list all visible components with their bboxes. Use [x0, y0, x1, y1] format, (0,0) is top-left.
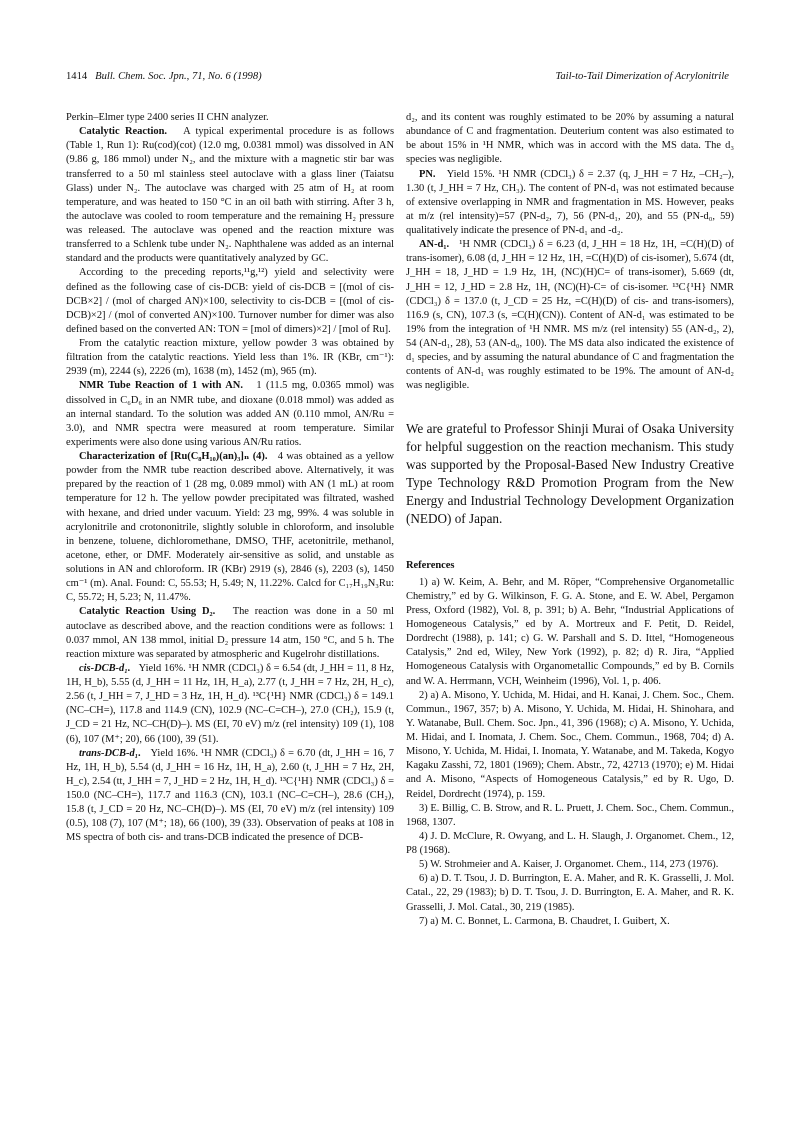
reference-item: 6) a) D. T. Tsou, J. D. Burrington, E. A. Maher, and R. K. Grasselli, J. Mol. Catal., 22, 29 (1983); b) D. T. Tsou, J. D. Burrington, E. A. Maher, and R. K. Grasselli, J. Mol. Catal., 30, 219 (1985). [406, 873, 734, 913]
section-heading: AN-d₁. [419, 239, 450, 251]
running-title: Tail-to-Tail Dimerization of Acrylonitrile [555, 71, 729, 82]
paragraph [66, 379, 394, 450]
paragraph [66, 747, 394, 846]
paragraph-text: Yield 16%. ¹H NMR (CDCl₃) δ = 6.54 (dt, J_HH = 11, 8 Hz, 1H, H_b), 5.55 (d, J_HH = 11 Hz, 1H, H_a), 2.77 (t, J_HH = 7 Hz, 2H, H_c), 2.56 (t, J_HH = 7, J_HD = 3 Hz, 1H, H_d). ¹³C{¹H} NMR (CDCl₃) δ = 149.1 (NC–CH=), 117.8 and 114.9 (CN), 102.9 (NC–C=CH–), 27.0 (CH₂), 15.9 (t, J_CD = 21 Hz, NC–CH(D)–). MS (EI, 70 eV) m/z (rel intensity) 109 (1), 108 (6), 107 (M⁺; 20), 66 (100), 39 (51). [66, 662, 394, 745]
paragraph: Perkin–Elmer type 2400 series II CHN analyzer. [66, 112, 269, 123]
section-heading: Catalytic Reaction. [79, 126, 167, 138]
section-heading: trans-DCB-d₁. [79, 747, 141, 759]
paragraph: d₂, and its content was roughly estimated to be 20% by assuming a natural abundance of C and fragmentation. Deuterium content was also estimated to be about 15% in ¹H NMR, which was in accord with the MS data. The d₃ species was negligible. [406, 112, 734, 166]
paragraph-text: A typical experimental procedure is as follows (Table 1, Run 1): Ru(cod)(cot) (12.0 mg, 0.0381 mmol) was dissolved in AN (9.86 g, 186 mmol) under N₂, and the mixture with a magnetic stir bar was transferred to a 50 ml stainless steel autoclave with a glass liner (Taiatsu Glass) under N₂. The autoclave was charged with 25 atm of H₂ at room temperature, and was heated to 150 °C in an oil bath with stirring. After 3 h, the autoclave was cooled to room temperature and the remaining H₂ pressure was released. The autoclave was opened and the reaction mixture was transferred to a Schlenk tube under N₂. Naphthalene was added as an internal standard and the products were quantitatively analyzed by GC. [66, 126, 395, 265]
reference-item: 2) a) A. Misono, Y. Uchida, M. Hidai, and H. Kanai, J. Chem. Soc., Chem. Commun., 1967, 357; b) A. Misono, Y. Uchida, M. Hidai, H. Shinohara, and Y. Watanabe, Bull. Chem. Soc. Jpn., 41, 396 (1968); c) A. Misono, Y. Uchida, M. Hidai, and I. Inomata, J. Chem. Soc., Chem. Commun., 1968, 704; d) A. Misono, Y. Uchida, M. Hidai, I. Inomata, Y. Watanabe, and M. Takeda, Kogyo Kagaku Zasshi, 72, 1801 (1969); Chem. Abstr., 72, 42713 (1970); e) M. Hidai and A. Misono, “Aspects of Homogeneous Catalysis,” ed by R. Ugo, D. Reidel, Dordrecht (1974), p. 159. [406, 689, 734, 800]
page-number: 1414 [66, 71, 88, 82]
paragraph-text: Yield 16%. ¹H NMR (CDCl₃) δ = 6.70 (dt, J_HH = 16, 7 Hz, 1H, H_b), 5.54 (d, J_HH = 16 Hz, 1H, H_a), 2.60 (t, J_HH = 7 Hz, 2H, H_c), 2.54 (tt, J_HH = 7, J_HD = 2 Hz, 1H, H_d). ¹³C{¹H} NMR (CDCl₃) δ = 150.0 (NC–CH=), 117.7 and 116.3 (CN), 103.1 (NC–C=CH–), 28.6 (CH₂), 15.8 (t, J_CD = 20 Hz, NC–CH(D)–). MS (EI, 70 eV) m/z (rel intensity) 109 (0.5), 108 (7), 107 (M⁺; 18), 66 (100), 39 (33). Observation of peaks at 108 in MS spectra of both cis- and trans-DCB indicated the presence of DCB- [66, 747, 394, 844]
paragraph-text: 4 was obtained as a yellow powder from the NMR tube reaction described above. Alternatively, it was prepared by the reaction of 1 (28 mg, 0.089 mmol) with AN (1 mL) at room temperature for 12 h. The yellow powder precipitated was filtrated, washed with hexane, and dried under vacuum. Yield: 23 mg, 99%. 4 was soluble in acrylonitrile and crotononitrile, slightly soluble in chloroform, and insoluble in benzene, toluene, dichloromethane, DMSO, THF, acetonitrile, methanol, acetone, ether, or DMF. Moderately air-sensitive as solid, and unstable as solutions in AN and chloroform. IR (KBr) 2919 (s), 2846 (s), 2203 (s), 1450 cm⁻¹ (m). Anal. Found: C, 55.53; H, 5.49; N, 11.22%. Calcd for C₁₇H₁₉N₃Ru: C, 55.72; H, 5.23; N, 11.47%. [66, 451, 394, 604]
paragraph [66, 450, 394, 605]
paragraph [406, 168, 734, 239]
paragraph-text: 1 (11.5 mg, 0.0365 mmol) was dissolved in C₆D₆ in an NMR tube, and dioxane (0.018 mmol) was added as an internal standard. To the solution was added AN (0.110 mmol, AN/Ru = 3.0), and NMR spectra were measured at room temperature. Similar experiments were also done using various AN/Ru ratios. [66, 380, 394, 448]
paragraph-text: ¹H NMR (CDCl₃) δ = 6.23 (d, J_HH = 18 Hz, 1H, =C(H)(D) of trans-isomer), 6.08 (d, J_HH = 12 Hz, 1H, =C(H)(D) of cis-isomer), 5.674 (dt, J_HH = 18, J_HD = 1.9 Hz, 1H, (NC)(H)C= of trans-isomer), 5.669 (dt, J_HH = 12, J_HD = 2.8 Hz, 1H, (NC)(H)-C= of cis-isomer. ¹³C{¹H} NMR (CDCl₃) δ = 137.0 (t, J_CD = 25 Hz, =C(H)(D) of cis- and trans-isomers), 116.9 (s, CN), 107.3 (s, =C(H)(CN)). Content of AN-d₁ was estimated to be 19% from the integration of ¹H NMR. MS m/z (rel intensity) 55 (AN-d₂, 2), 54 (AN-d₁, 28), 53 (AN-d₀, 100). The MS data also indicated the existence of d₁ species, and by assuming the natural abundance of C and fragmentation the contents of AN-d₁ was roughly estimated to be 19%. The amount of AN-d₂ was negligible. [406, 239, 735, 392]
section-heading: Catalytic Reaction Using D₂. [79, 606, 216, 618]
paragraph [66, 662, 394, 747]
paragraph: From the catalytic reaction mixture, yellow powder 3 was obtained by filtration from the catalytic reactions. Yield less than 1%. IR (KBr, cm⁻¹): 2939 (m), 2244 (s), 2226 (m), 1638 (m), 1452 (m), 965 (m). [66, 338, 394, 378]
reference-item: 4) J. D. McClure, R. Owyang, and L. H. Slaugh, J. Organomet. Chem., 12, P8 (1968). [406, 830, 734, 856]
paragraph [66, 125, 394, 266]
reference-item: 3) E. Billig, C. B. Strow, and R. L. Pruett, J. Chem. Soc., Chem. Commun., 1968, 1307. [406, 802, 734, 828]
paragraph [66, 605, 394, 662]
section-heading: NMR Tube Reaction of 1 with AN. [79, 380, 243, 392]
acknowledgment: We are grateful to Professor Shinji Murai of Osaka University for helpful suggestion on the reaction mechanism. This study was supported by the Proposal-Based New Industry Creative Type Technology R&D Promotion Program from the New Energy and Industrial Technology Development Organization (NEDO) of Japan. [406, 420, 734, 526]
section-heading: PN. [419, 168, 436, 180]
journal-citation: Bull. Chem. Soc. Jpn., 71, No. 6 (1998) [95, 71, 262, 82]
references-heading: References [406, 559, 455, 571]
running-header [66, 71, 729, 87]
paragraph: According to the preceding reports,¹¹g,¹²) yield and selectivity were defined as the following case of cis-DCB: yield of cis-DCB = [(mol of cis-DCB×2] / (mol of charged AN)×100, selectivity to cis-DCB = [(mol of cis-DCB)×2] / (mol of converted AN)×100. Turnover number for dimer was also defined based on the converted AN: TON = [mol of dimers)×2] / [mol of Ru]. [66, 267, 394, 335]
right-column [406, 111, 734, 929]
section-heading: Characterization of [Ru(C₈H₁₀)(an)₃]ₙ (4). [79, 451, 268, 462]
paragraph-text: The reaction was done in a 50 ml autoclave as described above, and the reaction conditions were as follows: 1 0.037 mmol, AN 138 mmol, initial D₂ pressure 14 atm, 150 °C, and 5 h. The reaction mixture was separated by atmospheric and Kugelrohr distillations. [66, 606, 394, 660]
paragraph [406, 238, 734, 393]
paragraph-text: Yield 15%. ¹H NMR (CDCl₃) δ = 2.37 (q, J_HH = 7 Hz, –CH₂–), 1.30 (t, J_HH = 7 Hz, CH₃). The content of PN-d₁ was not estimated because of extensive overlapping in NMR and fragmentation in MS. However, peaks at m/z (rel intensity)=57 (PN-d₂, 7), 56 (PN-d₁, 20), and 55 (PN-d₀, 59) qualitatively indicate the presence of PN-d₁ and -d₂. [406, 168, 735, 236]
left-column [66, 111, 394, 846]
reference-item: 1) a) W. Keim, A. Behr, and M. Röper, “Comprehensive Organometallic Chemistry,” ed by G. Wilkinson, F. G. A. Stone, and E. W. Abel, Pergamon Press, Oxford (1982), Vol. 8, p. 391; b) A. Behr, “Industrial Applications of Homogeneous Catalysis,” ed by A. Mortreux and F. Petit, D. Reidel, Dordrecht (1988), p. 141; c) G. W. Parshall and S. D. Ittel, “Homogeneous Catalysis,” 2nd ed, Wiley, New York (1992), p. 82; d) R. Jira, “Applied Homogeneous Catalysis with Organometallic Compounds,” ed by B. Cornils and W. A. Herrmann, VCH, Weinheim (1996), Vol. 1, p. 406. [406, 576, 734, 687]
section-heading: cis-DCB-d₁. [79, 662, 131, 674]
reference-item: 7) a) M. C. Bonnet, L. Carmona, B. Chaudret, I. Guibert, X. [419, 915, 670, 927]
reference-item: 5) W. Strohmeier and A. Kaiser, J. Organomet. Chem., 114, 273 (1976). [419, 859, 719, 871]
